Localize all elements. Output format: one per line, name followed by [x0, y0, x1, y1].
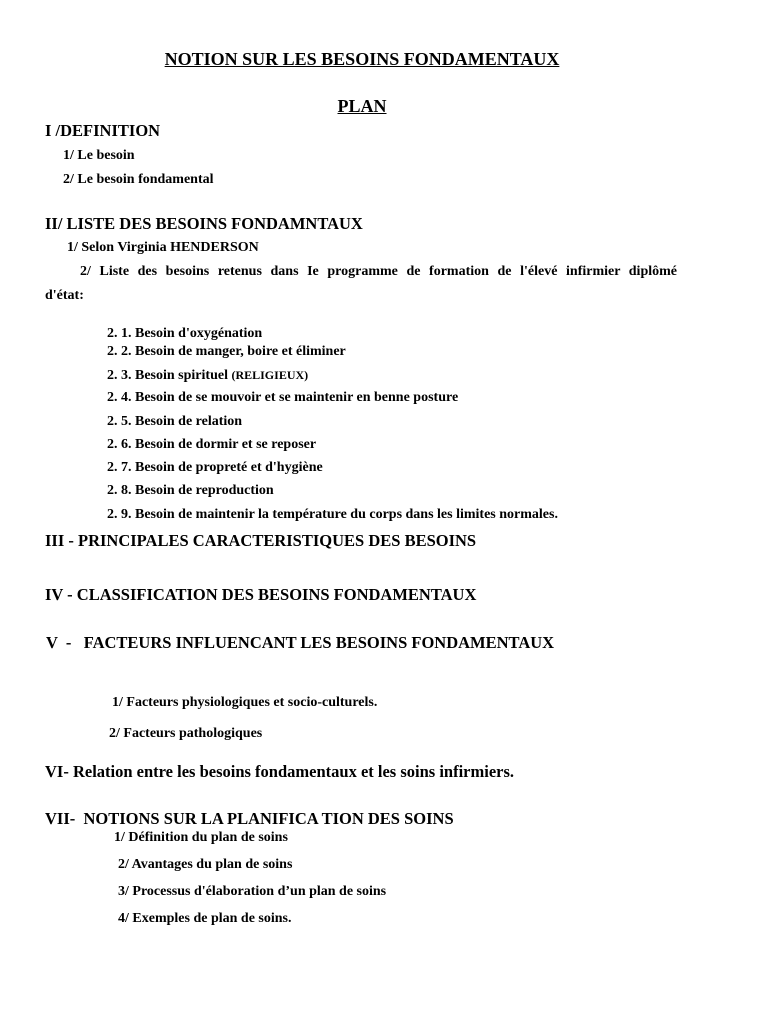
need-item-7: 2. 7. Besoin de propreté et d'hygiène: [107, 460, 323, 475]
need-item-2: 2. 2. Besoin de manger, boire et éliminer: [107, 344, 346, 359]
need-item-4: 2. 4. Besoin de se mouvoir et se maintenir en benne posture: [107, 390, 459, 405]
section-2-item-1: 1/ Selon Virginia HENDERSON: [67, 240, 259, 255]
section-1-item-1: 1/ Le besoin: [63, 148, 135, 163]
document-title: NOTION SUR LES BESOINS FONDAMENTAUX: [164, 49, 560, 69]
section-6-heading: VI- Relation entre les besoins fondamentaux et les soins infirmiers.: [45, 762, 515, 781]
section-2-item-2-continuation: d'état:: [45, 288, 84, 303]
need-item-3-text: 2. 3. Besoin spirituel: [107, 368, 228, 383]
plan-heading: PLAN: [337, 96, 387, 116]
section-7-item-3: 3/ Processus d'élaboration d’un plan de soins: [118, 884, 387, 899]
section-7-heading: VII- NOTIONS SUR LA PLANIFICA TION DES SOINS: [45, 809, 454, 828]
need-item-9: 2. 9. Besoin de maintenir la température du corps dans les limites normales.: [107, 507, 558, 522]
section-2-item-2: [45, 265, 677, 279]
section-1-heading: I /DEFINITION: [45, 121, 161, 140]
section-5-item-1: 1/ Facteurs physiologiques et socio-culturels.: [112, 695, 378, 710]
section-2-heading: II/ LISTE DES BESOINS FONDAMNTAUX: [45, 214, 363, 233]
need-item-5: 2. 5. Besoin de relation: [107, 414, 243, 429]
section-7-item-2: 2/ Avantages du plan de soins: [118, 857, 293, 872]
section-3-heading: III - PRINCIPALES CARACTERISTIQUES DES BESOINS: [45, 531, 477, 550]
section-1-item-2: 2/ Le besoin fondamental: [63, 172, 214, 187]
need-item-3-suffix: (RELIGIEUX): [231, 368, 309, 382]
need-item-1: 2. 1. Besoin d'oxygénation: [107, 326, 263, 341]
section-5-item-2: 2/ Facteurs pathologiques: [109, 726, 263, 741]
need-item-3: [107, 369, 308, 383]
section-4-heading: IV - CLASSIFICATION DES BESOINS FONDAMENTAUX: [45, 585, 477, 604]
section-7-item-4: 4/ Exemples de plan de soins.: [118, 911, 292, 926]
section-7-item-1: 1/ Définition du plan de soins: [114, 830, 288, 845]
need-item-8: 2. 8. Besoin de reproduction: [107, 483, 274, 498]
need-item-6: 2. 6. Besoin de dormir et se reposer: [107, 437, 317, 452]
section-2-item-2-text: 2/ Liste des besoins retenus dans Ie programme de formation de l'élevé infirmier diplômé: [80, 264, 677, 279]
section-5-heading: V - FACTEURS INFLUENCANT LES BESOINS FONDAMENTAUX: [46, 633, 555, 652]
